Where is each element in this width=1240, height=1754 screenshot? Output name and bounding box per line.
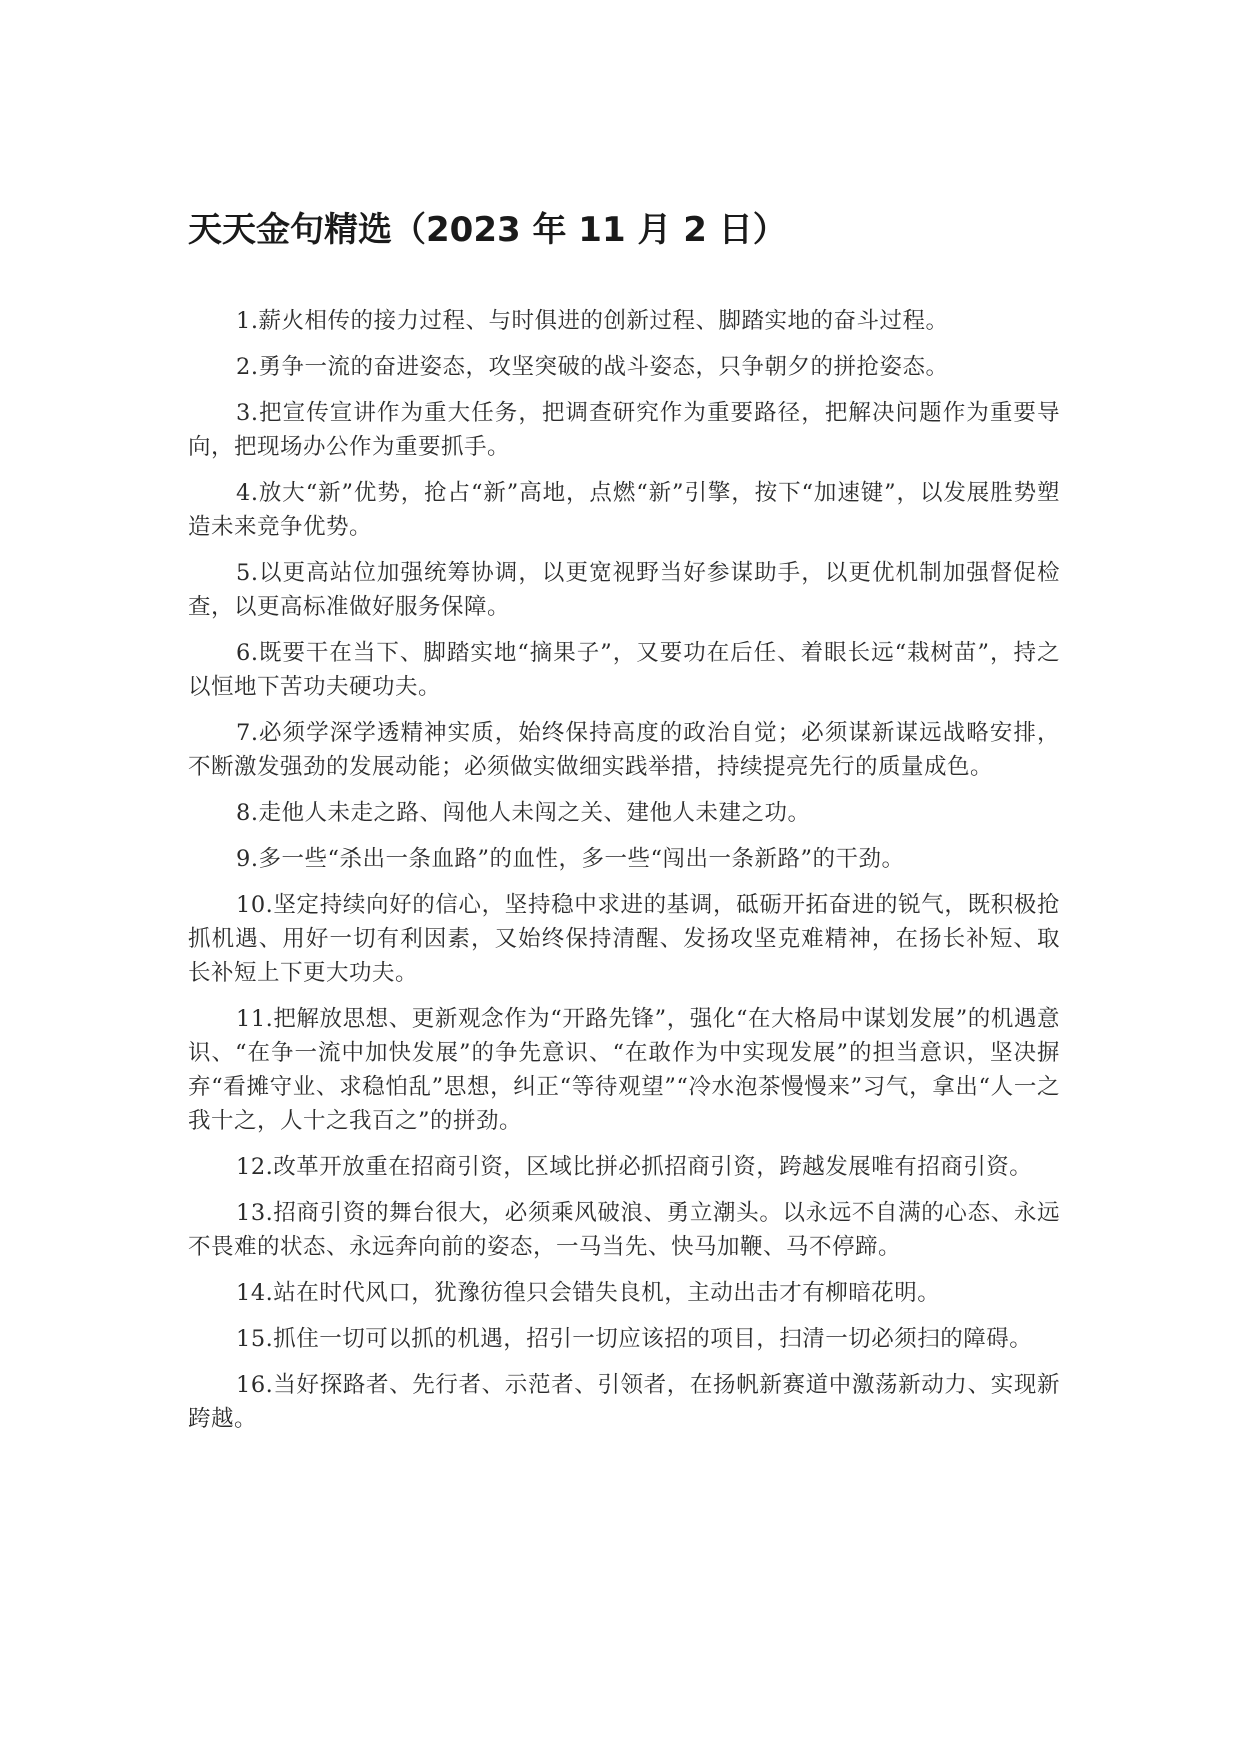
quote-paragraph-11: 11.把解放思想、更新观念作为“开路先锋”，强化“在大格局中谋划发展”的机遇意识、“在争一流中加快发展”的争先意识、“在敢作为中实现发展”的担当意识，坚决摒弃“看摊守业、求稳怕乱”思想，纠正“等待观望”“冷水泡茶慢慢来”习气，拿出“人一之我十之，人十之我百之”的拼劲。	[188, 1006, 1060, 1134]
quote-paragraph-9: 9.多一些“杀出一条血路”的血性，多一些“闯出一条新路”的干劲。	[236, 846, 905, 872]
quote-paragraph-6: 6.既要干在当下、脚踏实地“摘果子”，又要功在后任、着眼长远“栽树苗”，持之以恒地下苦功夫硬功夫。	[188, 640, 1060, 700]
quote-paragraph-14: 14.站在时代风口，犹豫彷徨只会错失良机，主动出击才有柳暗花明。	[236, 1280, 941, 1306]
quote-paragraph-8: 8.走他人未走之路、闯他人未闯之关、建他人未建之功。	[236, 800, 811, 826]
quote-paragraph-10: 10.坚定持续向好的信心，坚持稳中求进的基调，砥砺开拓奋进的锐气，既积极抢抓机遇、用好一切有利因素，又始终保持清醒、发扬攻坚克难精神，在扬长补短、取长补短上下更大功夫。	[188, 892, 1060, 986]
document-title: 天天金句精选（2023 年 11 月 2 日）	[188, 210, 787, 250]
quote-paragraph-16: 16.当好探路者、先行者、示范者、引领者，在扬帆新赛道中激荡新动力、实现新跨越。	[188, 1372, 1060, 1432]
quote-paragraph-5: 5.以更高站位加强统筹协调，以更宽视野当好参谋助手，以更优机制加强督促检查，以更高标准做好服务保障。	[188, 560, 1060, 620]
quote-paragraph-13: 13.招商引资的舞台很大，必须乘风破浪、勇立潮头。以永远不自满的心态、永远不畏难的状态、永远奔向前的姿态，一马当先、快马加鞭、马不停蹄。	[188, 1200, 1060, 1260]
quote-paragraph-12: 12.改革开放重在招商引资，区域比拼必抓招商引资，跨越发展唯有招商引资。	[236, 1154, 1033, 1180]
quote-paragraph-1: 1.薪火相传的接力过程、与时俱进的创新过程、脚踏实地的奋斗过程。	[236, 308, 949, 334]
quote-paragraph-3: 3.把宣传宣讲作为重大任务，把调查研究作为重要路径，把解决问题作为重要导向，把现场办公作为重要抓手。	[188, 400, 1060, 460]
quote-paragraph-7: 7.必须学深学透精神实质，始终保持高度的政治自觉；必须谋新谋远战略安排，不断激发强劲的发展动能；必须做实做细实践举措，持续提亮先行的质量成色。	[188, 720, 1060, 780]
quote-paragraph-2: 2.勇争一流的奋进姿态，攻坚突破的战斗姿态，只争朝夕的拼抢姿态。	[236, 354, 949, 380]
document-body	[188, 304, 1060, 1448]
quote-paragraph-15: 15.抓住一切可以抓的机遇，招引一切应该招的项目，扫清一切必须扫的障碍。	[236, 1326, 1033, 1352]
quote-paragraph-4: 4.放大“新”优势，抢占“新”高地，点燃“新”引擎，按下“加速键”，以发展胜势塑造未来竞争优势。	[188, 480, 1060, 540]
